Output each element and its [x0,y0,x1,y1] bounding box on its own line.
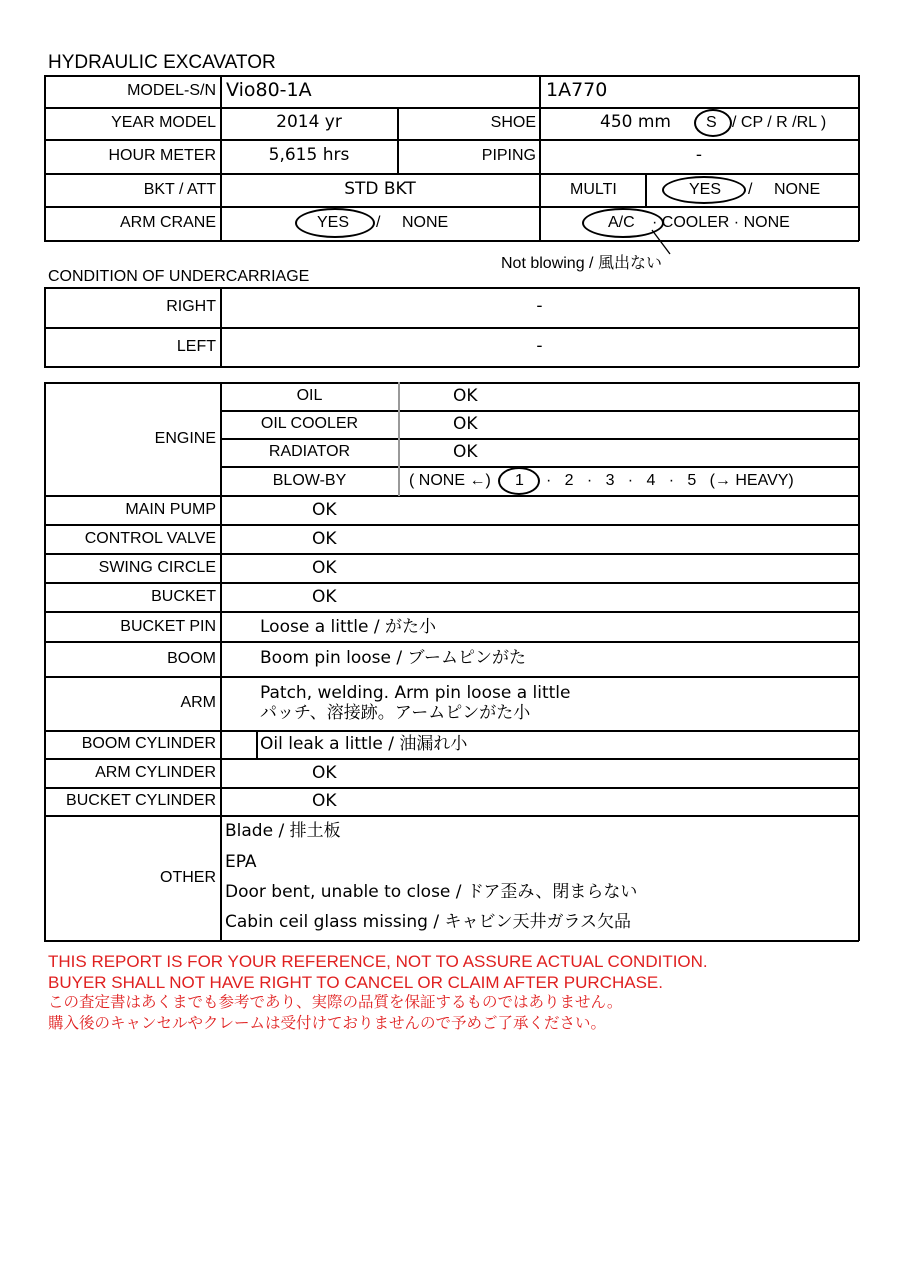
ac-rest-options: · COOLER · NONE [652,214,790,231]
oil-label: OIL [296,387,323,404]
blowby-scale-start: ( NONE ←) [409,472,491,489]
ac-note: Not blowing / 風出ない [501,255,662,272]
right-value: - [536,296,543,316]
serial-value: 1A770 [546,79,608,101]
swing-circle-value: OK [312,558,337,578]
boom-label: BOOM [167,650,216,667]
other-item: Door bent, unable to close / ドア歪み、閉まらない [225,882,638,902]
radiator-label: RADIATOR [268,443,351,460]
arm-cylinder-value: OK [312,763,337,783]
arm-label: ARM [180,694,216,711]
control-valve-value: OK [312,529,337,549]
oil-cooler-value: OK [453,414,478,434]
disclaimer-line: 購入後のキャンセルやクレームは受付けておりませんので予めご了承ください。 [48,1014,607,1032]
arm-cylinder-label: ARM CYLINDER [95,764,216,781]
undercarriage-title: CONDITION OF UNDERCARRIAGE [48,268,310,285]
bucket-label: BUCKET [151,588,216,605]
blowby-label: BLOW-BY [272,472,347,489]
boom-cylinder-value: Oil leak a little / 油漏れ小 [260,734,468,754]
year-model-label: YEAR MODEL [111,114,216,131]
document-title: HYDRAULIC EXCAVATOR [48,52,276,73]
disclaimer-line: この査定書はあくまでも参考であり、実際の品質を保証するものではありません。 [48,993,623,1011]
multi-yes: YES [689,181,722,198]
boom-value: Boom pin loose / ブームピンがた [260,648,526,668]
hour-meter-value: 5,615 hrs [268,145,350,165]
arm-crane-yes: YES [317,214,350,231]
main-pump-label: MAIN PUMP [125,501,216,518]
other-item: EPA [225,852,257,872]
right-label: RIGHT [166,298,216,315]
arm-crane-sep: / [376,214,381,231]
bucket-value: OK [312,587,337,607]
bucket-pin-label: BUCKET PIN [120,618,216,635]
arm-value-line1: Patch, welding. Arm pin loose a little [260,683,571,703]
disclaimer-line: BUYER SHALL NOT HAVE RIGHT TO CANCEL OR CLAIM AFTER PURCHASE. [48,973,663,992]
bucket-pin-value: Loose a little / がた小 [260,617,437,637]
year-value: 2014 yr [276,112,342,132]
piping-label: PIPING [481,147,536,164]
hour-meter-label: HOUR METER [108,147,216,164]
shoe-label: SHOE [490,114,536,131]
other-item: Blade / 排土板 [225,821,341,841]
bucket-cylinder-value: OK [312,791,337,811]
multi-none: NONE [774,181,821,198]
bkt-value: STD BKT [344,179,416,199]
disclaimer-line: THIS REPORT IS FOR YOUR REFERENCE, NOT TO ASSURE ACTUAL CONDITION. [48,952,708,971]
shoe-s-option: S [706,114,717,131]
multi-sep: / [748,181,753,198]
left-value: - [536,336,543,356]
arm-crane-none: NONE [402,214,449,231]
other-label: OTHER [160,869,216,886]
arm-crane-label: ARM CRANE [119,214,216,231]
arm-value-line2: パッチ、溶接跡。アームピンがた小 [260,703,531,723]
ac-note-leader [640,228,680,258]
control-valve-label: CONTROL VALVE [84,530,216,547]
engine-label: ENGINE [154,430,216,447]
oil-cooler-label: OIL COOLER [260,415,359,432]
blowby-scale-rest: · 2 · 3 · 4 · 5 (→ HEAVY) [546,472,794,489]
multi-label: MULTI [570,181,617,198]
ac-option: A/C [608,214,635,231]
shoe-size-value: 450 mm [600,112,671,132]
boom-cylinder-label: BOOM CYLINDER [81,735,216,752]
shoe-types: / CP / R /RL ) [732,114,827,131]
radiator-value: OK [453,442,478,462]
piping-value: - [695,145,703,165]
blowby-level-1: 1 [515,472,524,489]
oil-value: OK [453,386,478,406]
main-pump-value: OK [312,500,337,520]
other-item: Cabin ceil glass missing / キャビン天井ガラス欠品 [225,912,631,932]
model-value: Vio80-1A [226,79,312,101]
bkt-att-label: BKT / ATT [143,181,216,198]
swing-circle-label: SWING CIRCLE [98,559,216,576]
left-label: LEFT [176,338,216,355]
model-sn-label: MODEL-S/N [127,82,216,99]
bucket-cylinder-label: BUCKET CYLINDER [66,792,216,809]
